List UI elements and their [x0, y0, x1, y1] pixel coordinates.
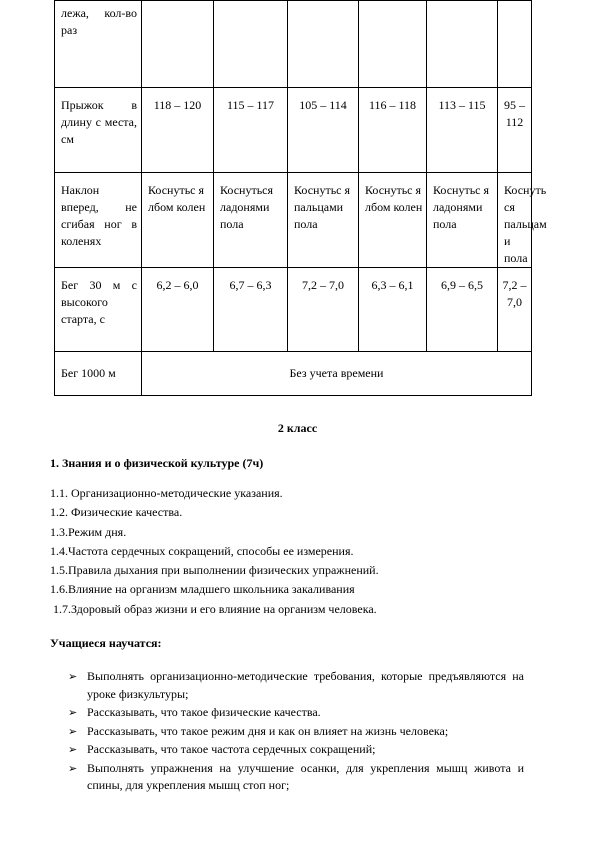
row-label: лежа, кол-во раз	[55, 1, 142, 88]
list-item: 1.2. Физические качества.	[50, 505, 183, 520]
section-heading: 1. Знания и о физической культуре (7ч)	[50, 456, 264, 470]
table-cell: 113 – 115	[427, 88, 498, 173]
table-cell	[142, 1, 214, 88]
list-item-text: Рассказывать, что такое режим дня и как он влияет на жизнь человека;	[87, 723, 449, 738]
table-cell	[359, 1, 427, 88]
table-cell	[288, 1, 359, 88]
row-label: Бег 30 м с высокого старта, с	[55, 268, 142, 352]
list-item: 1.1. Организационно-методические указания.	[50, 486, 283, 500]
topic-list	[50, 484, 550, 619]
outcomes-list	[68, 668, 524, 796]
list-item	[68, 668, 524, 703]
table-cell: 7,2 – 7,0	[288, 268, 359, 352]
arrow-bullet-icon: ➢	[68, 706, 78, 719]
table-row	[55, 1, 532, 88]
table-cell: 115 – 117	[214, 88, 288, 173]
table-cell: Коснутьс я пальцами пола	[288, 173, 359, 268]
arrow-bullet-icon: ➢	[68, 724, 78, 738]
grade-title: 2 класс	[277, 421, 318, 435]
table-cell: Коснутьс я ладонями пола	[427, 173, 498, 268]
table-cell: 95 – 112	[498, 88, 532, 173]
table-cell: 116 – 118	[359, 88, 427, 173]
table-row	[55, 268, 532, 352]
table-row	[55, 88, 532, 173]
list-item: 1.5.Правила дыхания при выполнении физических упражнений.	[50, 563, 379, 578]
list-item-text: Рассказывать, что такое частота сердечных сокращений;	[87, 742, 376, 756]
list-item-text: Выполнять упражнения на улучшение осанки, для укрепления мышц живота и спины, для укрепления мышц стоп ног;	[87, 760, 524, 792]
table-cell	[498, 1, 532, 88]
arrow-bullet-icon: ➢	[68, 761, 78, 775]
merged-cell: Без учета времени	[142, 352, 532, 396]
list-item: 1.3.Режим дня.	[50, 524, 127, 539]
arrow-bullet-icon: ➢	[68, 743, 78, 756]
list-item: 1.6.Влияние на организм младшего школьника закаливания	[50, 582, 355, 597]
table-cell: 6,2 – 6,0	[142, 268, 214, 352]
table-cell	[214, 1, 288, 88]
table-cell: Коснутьс я лбом колен	[142, 173, 214, 268]
table-row	[55, 352, 532, 396]
row-label: Бег 1000 м	[55, 352, 142, 396]
table-cell: Коснуться ладонями пола	[214, 173, 288, 268]
table-cell: 105 – 114	[288, 88, 359, 173]
table-row	[55, 173, 532, 268]
list-item	[68, 723, 524, 741]
list-item	[68, 704, 524, 722]
table-cell: 6,7 – 6,3	[214, 268, 288, 352]
list-item	[68, 760, 524, 795]
arrow-bullet-icon: ➢	[68, 670, 78, 683]
list-item-text: Выполнять организационно-методические требования, которые предъявляются на уроке физкультуры;	[87, 669, 524, 701]
table-cell: 6,3 – 6,1	[359, 268, 427, 352]
list-item	[68, 741, 524, 759]
table-cell: Коснуть ся пальцам и пола	[498, 173, 532, 268]
list-item-text: Рассказывать, что такое физические качества.	[87, 705, 321, 719]
table-cell: 118 – 120	[142, 88, 214, 173]
row-label: Наклон вперед, не сгибая ног в коленях	[55, 173, 142, 268]
table-cell	[427, 1, 498, 88]
table-cell: 6,9 – 6,5	[427, 268, 498, 352]
outcomes-heading: Учащиеся научатся:	[50, 636, 162, 650]
list-item: 1.4.Частота сердечных сокращений, способы ее измерения.	[50, 543, 354, 558]
norms-table	[54, 0, 547, 396]
table-cell: 7,2 – 7,0	[498, 268, 532, 352]
row-label: Прыжок в длину с места, см	[55, 88, 142, 173]
list-item: 1.7.Здоровый образ жизни и его влияние на организм человека.	[53, 601, 377, 616]
table-cell: Коснутьс я лбом колен	[359, 173, 427, 268]
